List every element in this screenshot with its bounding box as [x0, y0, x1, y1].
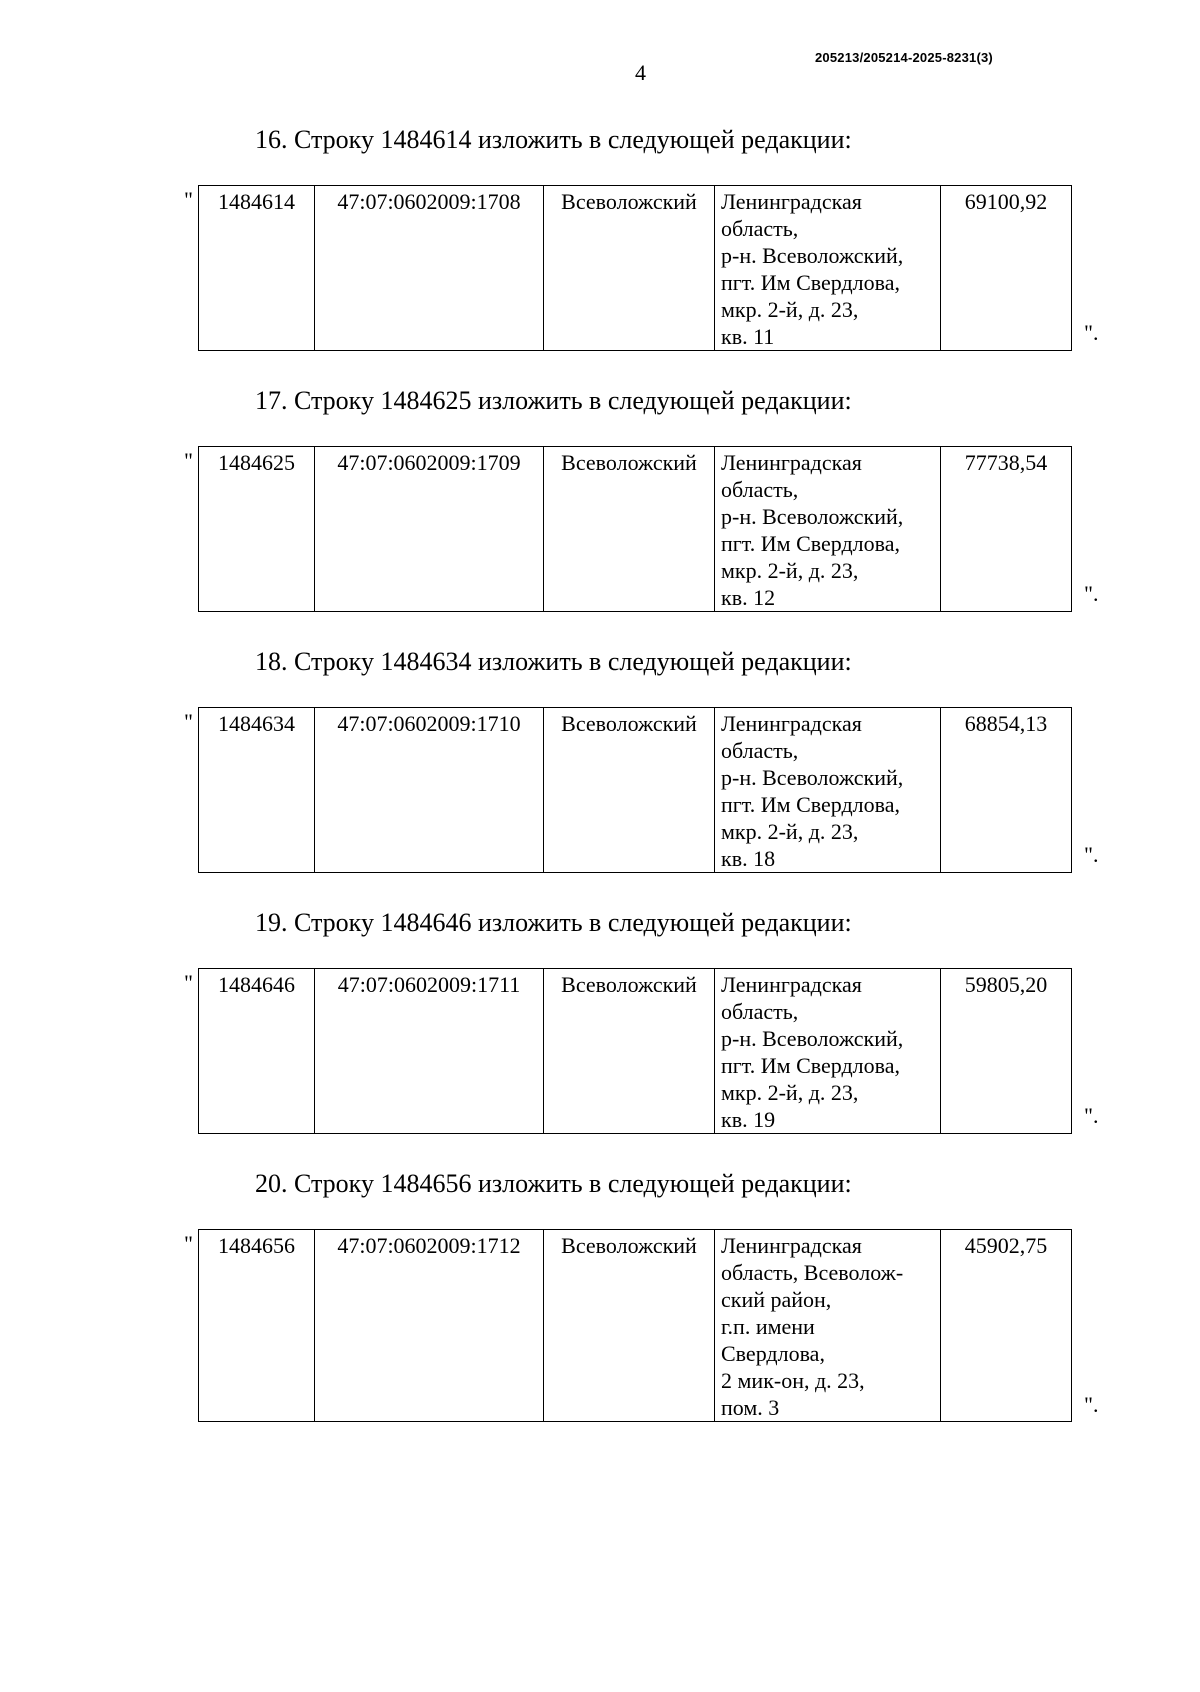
open-quote: " — [184, 187, 193, 212]
document-id: 205213/205214-2025-8231(3) — [815, 50, 993, 65]
address-line: 2 мик-он, д. 23, — [721, 1368, 865, 1393]
record-number: 1484656 — [199, 1230, 315, 1422]
address-line: пом. 3 — [721, 1395, 780, 1420]
cadastral-number: 47:07:0602009:1711 — [315, 969, 544, 1134]
address-line: Свердлова, — [721, 1341, 825, 1366]
cadastral-number: 47:07:0602009:1712 — [315, 1230, 544, 1422]
record-number: 1484634 — [199, 708, 315, 873]
record-table — [198, 1229, 1072, 1422]
record-number: 1484614 — [199, 186, 315, 351]
record-table — [198, 185, 1072, 351]
address — [715, 1230, 941, 1422]
cadastral-value: 45902,75 — [941, 1230, 1072, 1422]
close-quote: ". — [1084, 1103, 1099, 1128]
open-quote: " — [184, 709, 193, 734]
cadastral-value: 68854,13 — [941, 708, 1072, 873]
section-heading: 16. Строку 1484614 изложить в следующей редакции: — [255, 125, 852, 154]
record-number: 1484646 — [199, 969, 315, 1134]
address-line: Ленинградская — [721, 189, 862, 214]
close-quote: ". — [1084, 320, 1099, 345]
address-line: пгт. Им Свердлова, — [721, 792, 901, 817]
address-line: кв. 19 — [721, 1107, 776, 1132]
address-line: ский район, — [721, 1287, 832, 1312]
address-line: Ленинградская — [721, 972, 862, 997]
address-line: р-н. Всеволожский, — [721, 1026, 904, 1051]
table-row — [199, 969, 1072, 1134]
address-line: область, — [721, 477, 799, 502]
address-line: Ленинградская — [721, 711, 862, 736]
page-number: 4 — [635, 60, 646, 85]
district: Всеволожский — [544, 186, 715, 351]
address-line: р-н. Всеволожский, — [721, 765, 904, 790]
open-quote: " — [184, 448, 193, 473]
table-row — [199, 186, 1072, 351]
cadastral-number: 47:07:0602009:1709 — [315, 447, 544, 612]
open-quote: " — [184, 970, 193, 995]
address-line: р-н. Всеволожский, — [721, 243, 904, 268]
address-line: область, — [721, 216, 799, 241]
address-line: мкр. 2-й, д. 23, — [721, 297, 859, 322]
address — [715, 447, 941, 612]
address-line: пгт. Им Свердлова, — [721, 531, 901, 556]
address-line: кв. 12 — [721, 585, 776, 610]
table-row — [199, 708, 1072, 873]
close-quote: ". — [1084, 1392, 1099, 1417]
record-table — [198, 968, 1072, 1134]
address-line: мкр. 2-й, д. 23, — [721, 819, 859, 844]
record-number: 1484625 — [199, 447, 315, 612]
table-row — [199, 1230, 1072, 1422]
address-line: Ленинградская — [721, 450, 862, 475]
district: Всеволожский — [544, 708, 715, 873]
section-heading: 17. Строку 1484625 изложить в следующей редакции: — [255, 386, 852, 415]
cadastral-number: 47:07:0602009:1708 — [315, 186, 544, 351]
address-line: кв. 11 — [721, 324, 775, 349]
address-line: Ленинградская — [721, 1233, 862, 1258]
address-line: р-н. Всеволожский, — [721, 504, 904, 529]
address-line: мкр. 2-й, д. 23, — [721, 558, 859, 583]
district: Всеволожский — [544, 447, 715, 612]
cadastral-value: 59805,20 — [941, 969, 1072, 1134]
section-heading: 19. Строку 1484646 изложить в следующей редакции: — [255, 908, 852, 937]
address — [715, 186, 941, 351]
address-line: область, — [721, 999, 799, 1024]
address-line: область, Всеволож- — [721, 1260, 904, 1285]
address-line: область, — [721, 738, 799, 763]
district: Всеволожский — [544, 969, 715, 1134]
table-row — [199, 447, 1072, 612]
address-line: кв. 18 — [721, 846, 776, 871]
cadastral-value: 69100,92 — [941, 186, 1072, 351]
close-quote: ". — [1084, 581, 1099, 606]
district: Всеволожский — [544, 1230, 715, 1422]
address — [715, 708, 941, 873]
cadastral-value: 77738,54 — [941, 447, 1072, 612]
address-line: г.п. имени — [721, 1314, 815, 1339]
close-quote: ". — [1084, 842, 1099, 867]
record-table — [198, 707, 1072, 873]
open-quote: " — [184, 1231, 193, 1256]
section-heading: 20. Строку 1484656 изложить в следующей редакции: — [255, 1169, 852, 1198]
address — [715, 969, 941, 1134]
record-table — [198, 446, 1072, 612]
address-line: пгт. Им Свердлова, — [721, 270, 901, 295]
address-line: пгт. Им Свердлова, — [721, 1053, 901, 1078]
section-heading: 18. Строку 1484634 изложить в следующей редакции: — [255, 647, 852, 676]
cadastral-number: 47:07:0602009:1710 — [315, 708, 544, 873]
address-line: мкр. 2-й, д. 23, — [721, 1080, 859, 1105]
